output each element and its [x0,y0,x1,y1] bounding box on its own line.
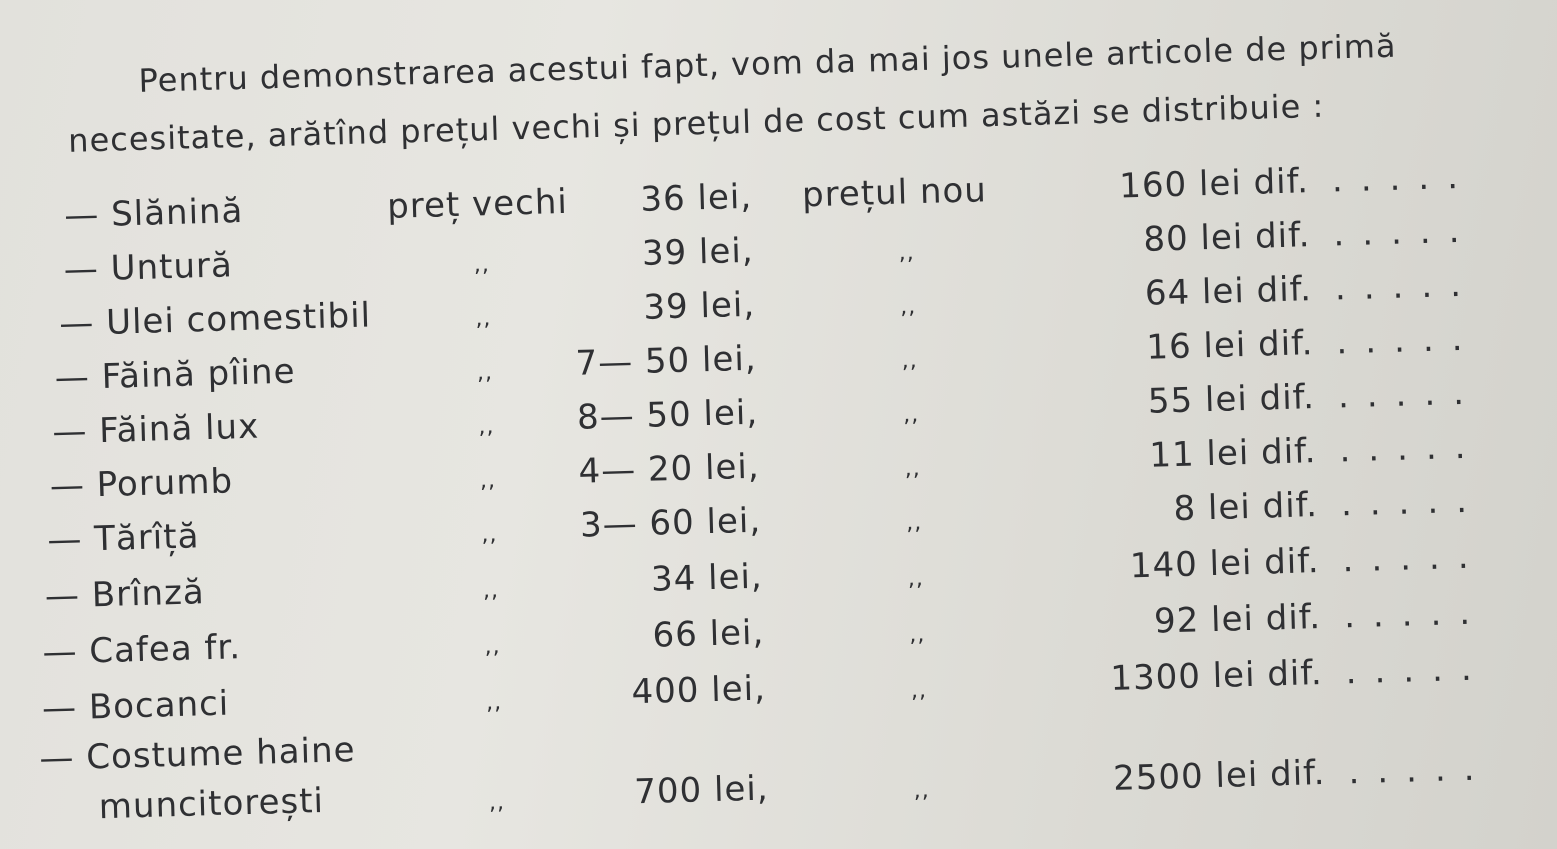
old-price: 34 lei, [650,556,764,600]
item-name-continued: muncitorești [98,780,325,828]
ditto-mark: ,, [910,678,928,704]
old-price: 4— 20 lei, [577,446,761,492]
ditto-mark: ,, [488,789,506,816]
leader-dots: ..... [1334,264,1480,309]
leader-dots: ..... [1343,592,1489,637]
leader-dots: ..... [1337,372,1483,417]
difference: 16 lei dif. [1145,323,1314,368]
item-name: — Untură [63,245,234,290]
ditto-mark: ,, [902,402,920,428]
difference: 64 lei dif. [1144,269,1313,314]
item-name: — Porumb [49,461,234,507]
difference: 1300 lei dif. [1109,653,1324,699]
ditto-mark: ,, [898,240,916,266]
difference: 92 lei dif. [1153,597,1322,642]
item-name: — Brînză [44,572,206,617]
item-name: — Bocanci [41,683,230,729]
ditto-mark: ,, [909,622,926,648]
difference: 11 lei dif. [1148,431,1317,476]
ditto-mark: ,, [484,633,501,660]
old-price: 36 lei, [639,176,753,220]
item-name: — Costume haine [38,730,357,779]
item-name: — Făină lux [51,406,260,453]
new-price-label: prețul nou [801,170,988,216]
item-name: — Făină pîine [54,351,297,399]
old-price: 7— 50 lei, [574,338,758,384]
difference: 160 lei dif. [1118,161,1310,207]
old-price: 39 lei, [642,284,756,328]
ditto-mark: ,, [913,778,931,804]
item-name: — Tărîță [46,516,200,561]
ditto-mark: ,, [479,468,497,494]
leader-dots: ..... [1335,318,1481,363]
leader-dots: ..... [1347,748,1493,793]
ditto-mark: ,, [481,521,498,548]
leader-dots: ..... [1338,426,1484,471]
ditto-mark: ,, [482,577,500,604]
leader-dots: ..... [1341,536,1488,581]
leader-dots: ..... [1332,210,1478,255]
ditto-mark: ,, [476,360,494,386]
leader-dots: ..... [1340,480,1486,525]
item-name: — Ulei comestibil [58,295,372,345]
ditto-mark: ,, [904,456,922,482]
old-price: 39 lei, [641,230,755,274]
ditto-mark: ,, [475,306,492,332]
old-price: 700 lei, [633,768,770,813]
leader-dots: ..... [1331,156,1477,201]
ditto-mark: ,, [901,348,919,374]
item-name: — Slănină [63,190,244,236]
ditto-mark: ,, [905,510,923,536]
old-price: 3— 60 lei, [579,500,762,546]
ditto-mark: ,, [485,689,503,716]
ditto-mark: ,, [907,566,925,592]
difference: 140 lei dif. [1129,541,1321,587]
ditto-mark: ,, [899,294,917,320]
ditto-mark: ,, [473,252,491,278]
intro-line-1: Pentru demonstrarea acestui fapt, vom da mai jos unele articole de primă [138,26,1397,100]
old-price: 8— 50 lei, [576,392,759,438]
old-price: 400 lei, [630,668,767,713]
old-price-label: preț vechi [386,181,569,227]
difference: 80 lei dif. [1142,215,1311,260]
old-price: 66 lei, [652,612,765,656]
difference: 2500 lei dif. [1112,752,1326,799]
leader-dots: ..... [1345,648,1491,693]
difference: 8 lei dif. [1173,485,1319,530]
ditto-mark: ,, [478,414,495,440]
intro-line-2: necesitate, arătînd prețul vechi și prețul de cost cum astăzi se distribuie : [67,86,1325,160]
difference: 55 lei dif. [1147,377,1316,422]
item-name: — Cafea fr. [41,627,242,673]
